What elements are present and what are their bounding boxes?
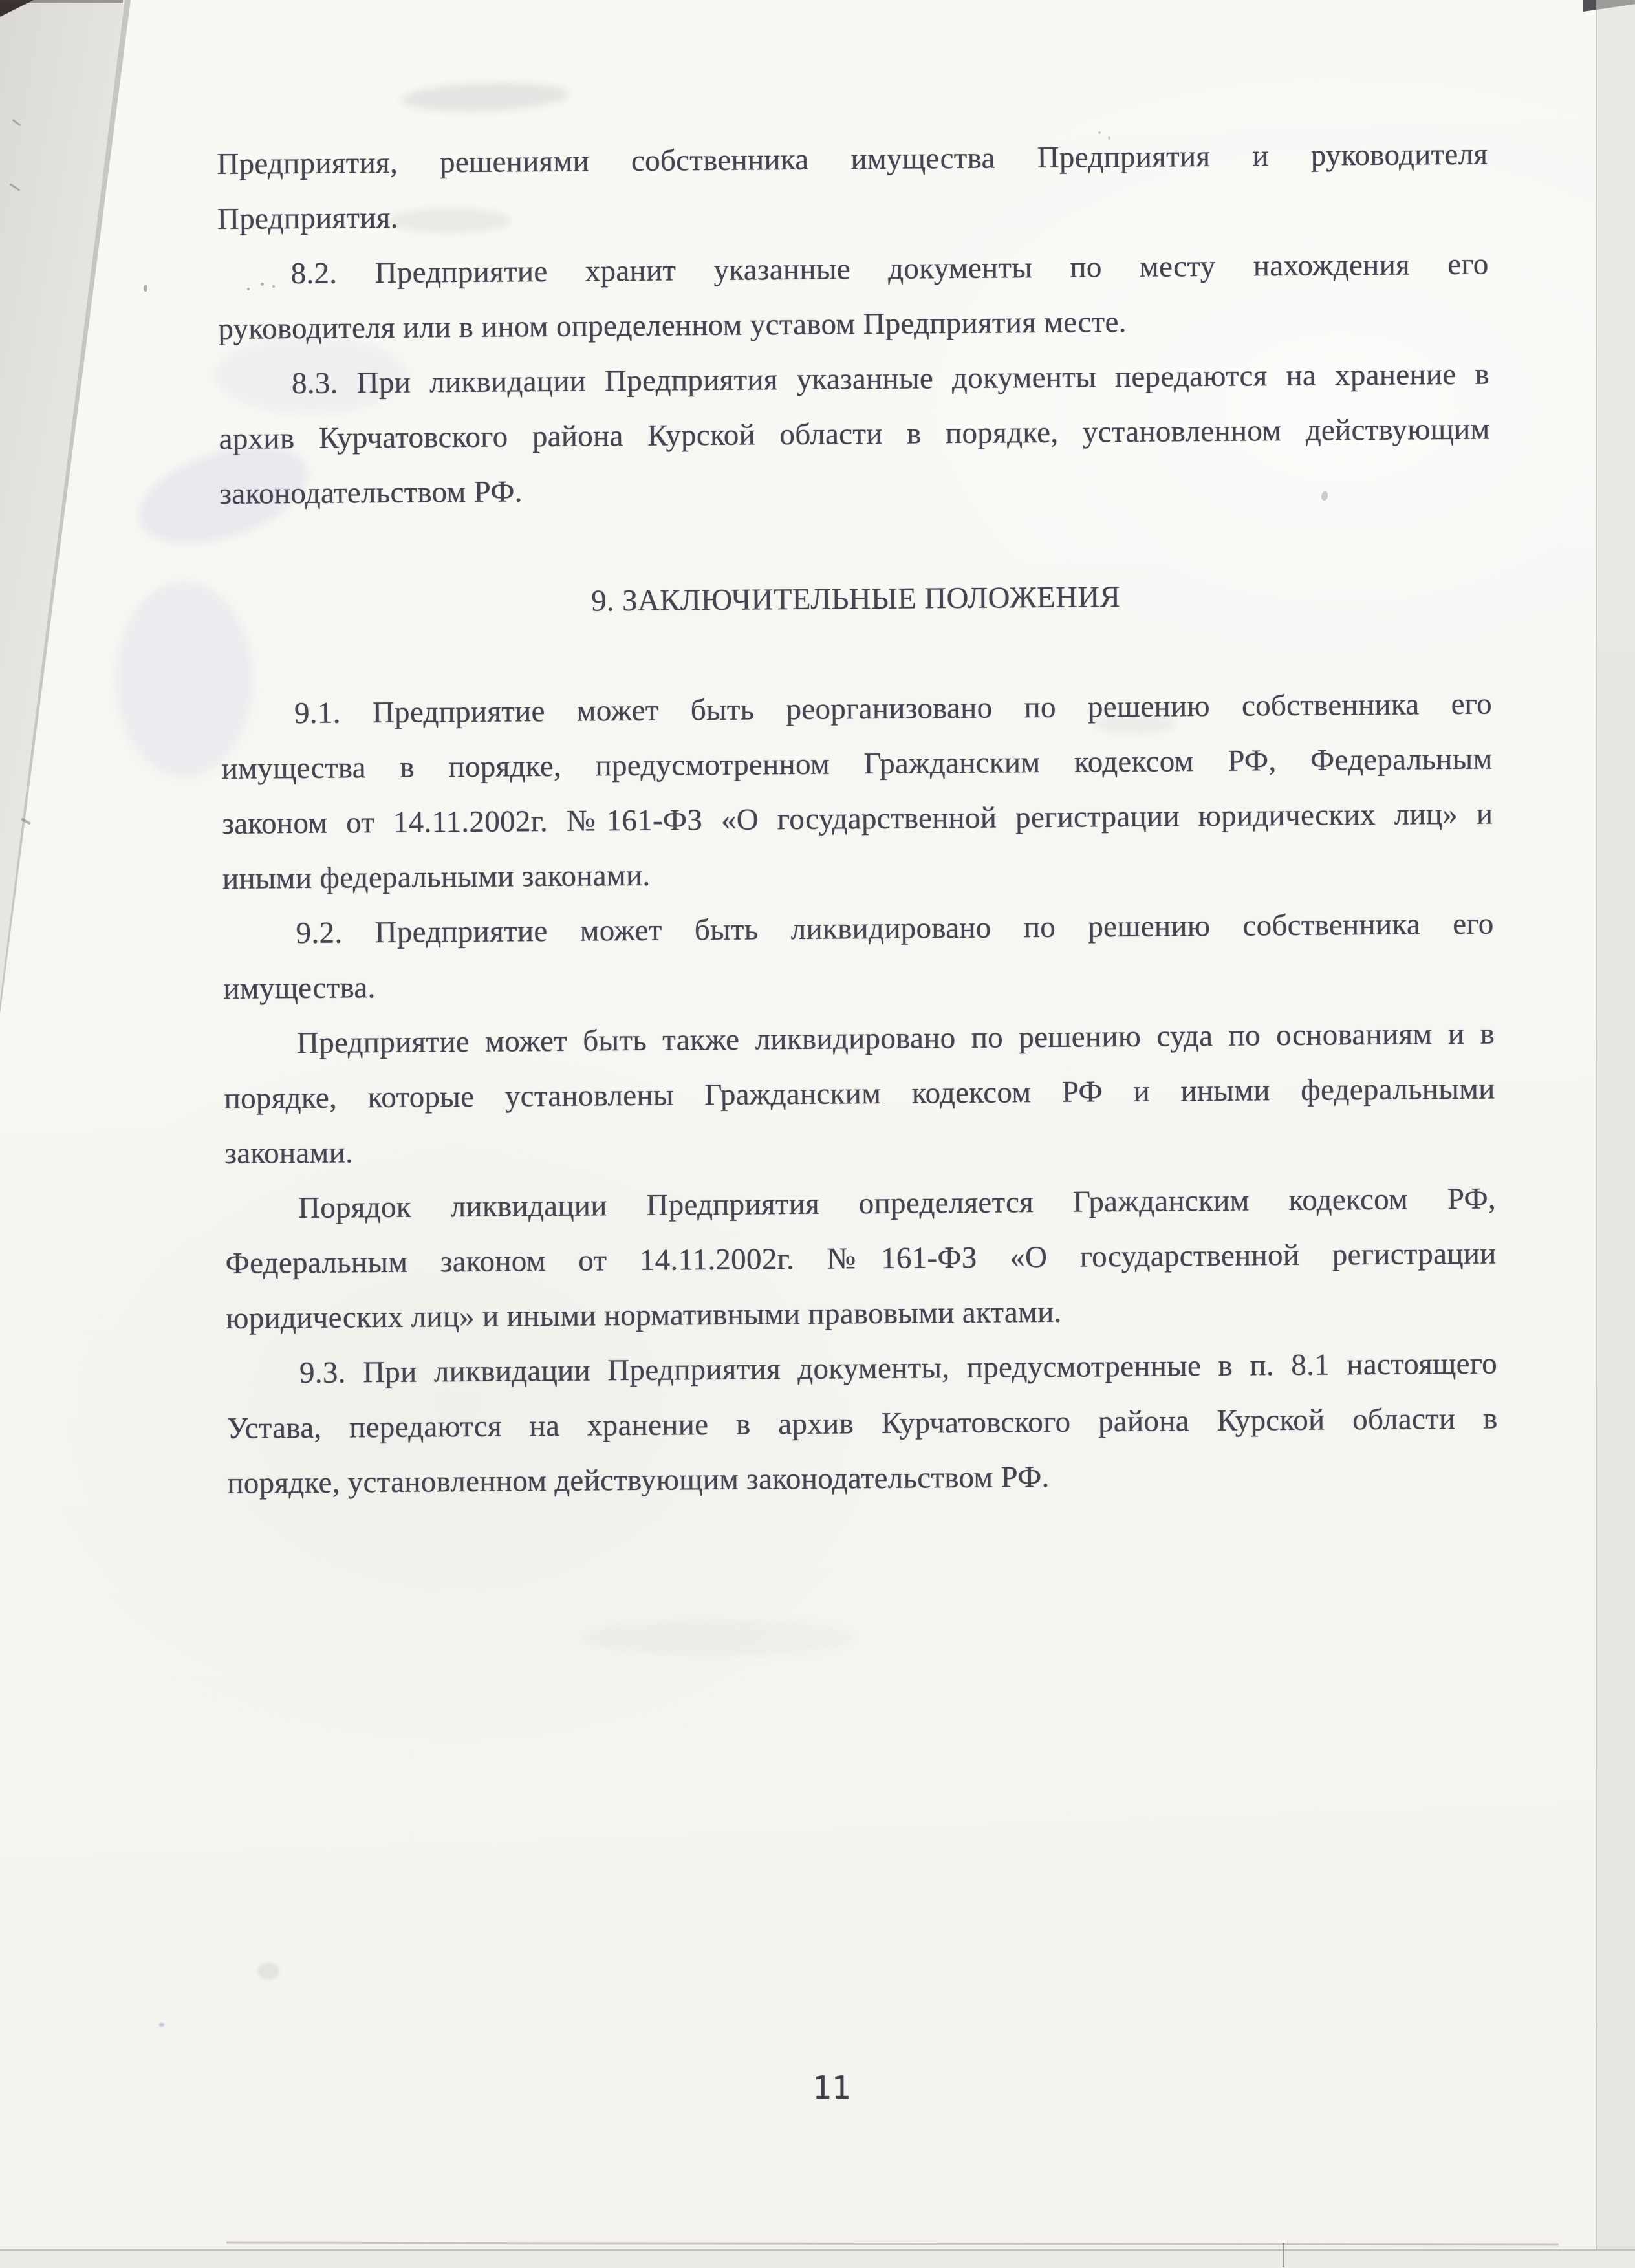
stamp-bleed-ghost [400, 80, 569, 114]
text-line: порядке, установленном действующим законодательством РФ. [227, 1460, 1050, 1500]
right-paper-edge [1596, 0, 1635, 2268]
text-line: архив Курчатовского района Курской области в порядке, установленном действующим [219, 412, 1490, 456]
document-text [217, 127, 1499, 1511]
page-number: 11 [812, 2069, 851, 2106]
text-line: законодательством РФ. [219, 475, 523, 511]
text-line: иными федеральными законами. [222, 858, 651, 896]
text-line: юридических лиц» и иными нормативными правовыми актами. [226, 1295, 1062, 1335]
text-line: 9.1. Предприятие может быть реорганизовано по решению собственника его [294, 687, 1493, 731]
stamp-bleed-ghost [582, 1620, 854, 1656]
text-line: Предприятия. [217, 200, 398, 236]
bottom-scan-smudge [226, 2242, 1559, 2246]
text-line: порядке, которые установлены Гражданским кодексом РФ и иными федеральными [224, 1072, 1495, 1116]
text-line: Устава, передаются на хранение в архив Курчатовского района Курской области в [226, 1401, 1498, 1445]
text-line: имущества. [223, 971, 376, 1006]
text-line: законом от 14.11.2002г. №161-ФЗ «О государственной регистрации юридических лиц» и [222, 797, 1493, 841]
top-edge-artifact [0, 0, 123, 3]
text-line: Предприятия, решениями собственника имущества Предприятия и руководителя [217, 137, 1488, 181]
bottom-paper-edge [0, 2249, 1635, 2268]
text-line: Предприятие может быть также ликвидировано по решению суда по основаниям и в [296, 1017, 1495, 1061]
scan-speckle [159, 2023, 164, 2027]
bottom-scan-tick [1283, 2243, 1284, 2267]
text-line: имущества в порядке, предусмотренном Гражданским кодексом РФ, Федеральным [221, 742, 1493, 786]
text-line: законами. [224, 1136, 354, 1171]
text-line: 8.2. Предприятие хранит указанные документы по месту нахождения его [290, 247, 1489, 291]
text-line: Порядок ликвидации Предприятия определяется Гражданским кодексом РФ, [298, 1182, 1497, 1226]
section-heading: 9. ЗАКЛЮЧИТЕЛЬНЫЕ ПОЛОЖЕНИЯ [590, 580, 1121, 618]
text-line: 8.3. При ликвидации Предприятия указанные документы передаются на хранение в [291, 357, 1490, 401]
text-line: руководителя или в ином определенном уставом Предприятия месте. [218, 305, 1127, 346]
text-line: Федеральным законом от 14.11.2002г. №161-ФЗ «О государственной регистрации [225, 1237, 1497, 1280]
scan-speckle [144, 285, 147, 292]
text-line: 9.2. Предприятие может быть ликвидировано по решению собственника его [296, 907, 1494, 951]
text-line: 9.3. При ликвидации Предприятия документы, предусмотренные в п. 8.1 настоящего [299, 1346, 1498, 1390]
scan-speckle [257, 1963, 279, 1980]
